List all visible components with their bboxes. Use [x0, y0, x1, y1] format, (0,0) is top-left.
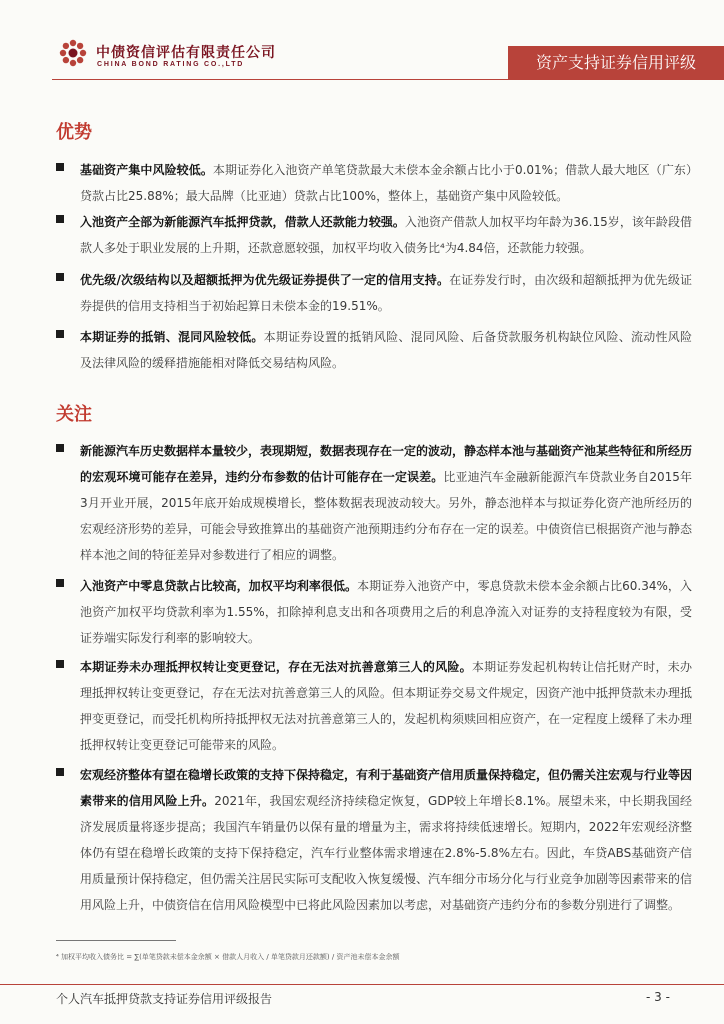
company-name-en: CHINA BOND RATING CO.,LTD [97, 61, 245, 68]
concern-text: 新能源汽车历史数据样本量较少，表现期短，数据表现存在一定的波动，静态样本池与基础资产池某些特征和所经历的宏观环境可能存在差异，违约分布参数的估计可能存在一定误差。比亚迪汽车金融新能源汽车贷款业务自2015年3月开业开展，2015年底开始成规模增长，整体数据表现波动较大。另外，静态池样本与拟证券化资产池所经历的宏观经济形势的差异，可能会导致推算出的基础资产池预期违约分布存在一定的误差。中债资信已根据资产池与静态样本池之间的特征差异对参数进行了相应的调整。 [80, 444, 693, 562]
strength-text: 本期证券的抵销、混同风险较低。本期证券设置的抵销风险、混同风险、后备贷款服务机构缺位风险、流动性风险及法律风险的缓释措施能相对降低交易结构风险。 [80, 330, 692, 370]
strength-item [56, 157, 692, 209]
page-header [0, 0, 724, 82]
footer-divider [0, 984, 724, 985]
strengths-heading: 优势 [56, 122, 92, 143]
bullet-square-icon [56, 660, 64, 668]
strength-item [56, 209, 692, 261]
bullet-square-icon [56, 215, 64, 223]
header-divider [52, 79, 724, 80]
company-name-cn: 中债资信评估有限责任公司 [96, 45, 276, 61]
concern-item [56, 762, 692, 918]
footer-report-title: 个人汽车抵押贷款支持证券信用评级报告 [56, 992, 273, 1006]
strength-text: 入池资产全部为新能源汽车抵押贷款，借款人还款能力较强。入池资产借款人加权平均年龄为36.15岁，该年龄段借款人多处于职业发展的上升期，还款意愿较强，加权平均收入债务比⁴为4.84倍，还款能力较强。 [80, 215, 692, 255]
concern-item [56, 654, 692, 758]
bullet-square-icon [56, 273, 64, 281]
bullet-square-icon [56, 444, 64, 452]
bullet-square-icon [56, 163, 64, 171]
strength-text: 优先级/次级结构以及超额抵押为优先级证券提供了一定的信用支持。在证券发行时，由次级和超额抵押为优先级证券提供的信用支持相当于初始起算日未偿本金的19.51%。 [80, 273, 692, 313]
concern-item [56, 573, 692, 651]
footnote: ⁴ 加权平均收入债务比 = ∑(单笔贷款未偿本金余额 × 借款人月收入 / 单笔贷款月还款额) / 资产池未偿本金余额 [56, 953, 400, 961]
concern-text: 入池资产中零息贷款占比较高，加权平均利率很低。本期证券入池资产中，零息贷款未偿本金余额占比60.34%，入池资产加权平均贷款利率为1.55%，扣除掉利息支出和各项费用之后的利息净流入对证券的支持程度较为有限，受证券端实际发行利率的影响较大。 [80, 579, 692, 645]
bullet-square-icon [56, 579, 64, 587]
concern-text: 本期证券未办理抵押权转让变更登记，存在无法对抗善意第三人的风险。本期证券发起机构转让信托财产时，未办理抵押权转让变更登记，存在无法对抗善意第三人的风险。但本期证券交易文件规定，因资产池中抵押贷款未办理抵押变更登记，而受托机构所持抵押权无法对抗善意第三人的，发起机构须赎回相应资产，在一定程度上缓释了未办理抵押权转让变更登记可能带来的风险。 [80, 660, 693, 752]
strength-text: 基础资产集中风险较低。本期证券化入池资产单笔贷款最大未偿本金余额占比小于0.01%；借款人最大地区（广东）贷款占比25.88%；最大品牌（比亚迪）贷款占比100%，整体上，基础资产集中风险较低。 [80, 163, 692, 203]
header-banner: 资产支持证券信用评级 [508, 46, 724, 80]
bullet-square-icon [56, 330, 64, 338]
footnote-divider [56, 940, 176, 941]
bullet-square-icon [56, 768, 64, 776]
page-number: - 3 - [646, 990, 670, 1004]
company-logo-icon [58, 38, 88, 68]
concern-text: 宏观经济整体有望在稳增长政策的支持下保持稳定，有利于基础资产信用质量保持稳定，但仍需关注宏观与行业等因素带来的信用风险上升。2021年，我国宏观经济持续稳定恢复，GDP较上年增长8.1%。展望未来，中长期我国经济发展质量将逐步提高；我国汽车销量仍以保有量的增量为主，需求将持续低速增长。短期内，2022年宏观经济整体仍有望在稳增长政策的支持下保持稳定，汽车行业整体需求增速在2.8%-5.8%左右。因此，车贷ABS基础资产信用质量预计保持稳定，但仍需关注居民实际可支配收入恢复缓慢、汽车细分市场分化与行业竞争加剧等因素带来的信用风险上升，中债资信在信用风险模型中已将此风险因素加以考虑，对基础资产违约分布的参数分别进行了调整。 [80, 768, 693, 912]
concern-item [56, 438, 692, 568]
concerns-heading: 关注 [56, 404, 92, 425]
strength-item [56, 324, 692, 376]
strength-item [56, 267, 692, 319]
